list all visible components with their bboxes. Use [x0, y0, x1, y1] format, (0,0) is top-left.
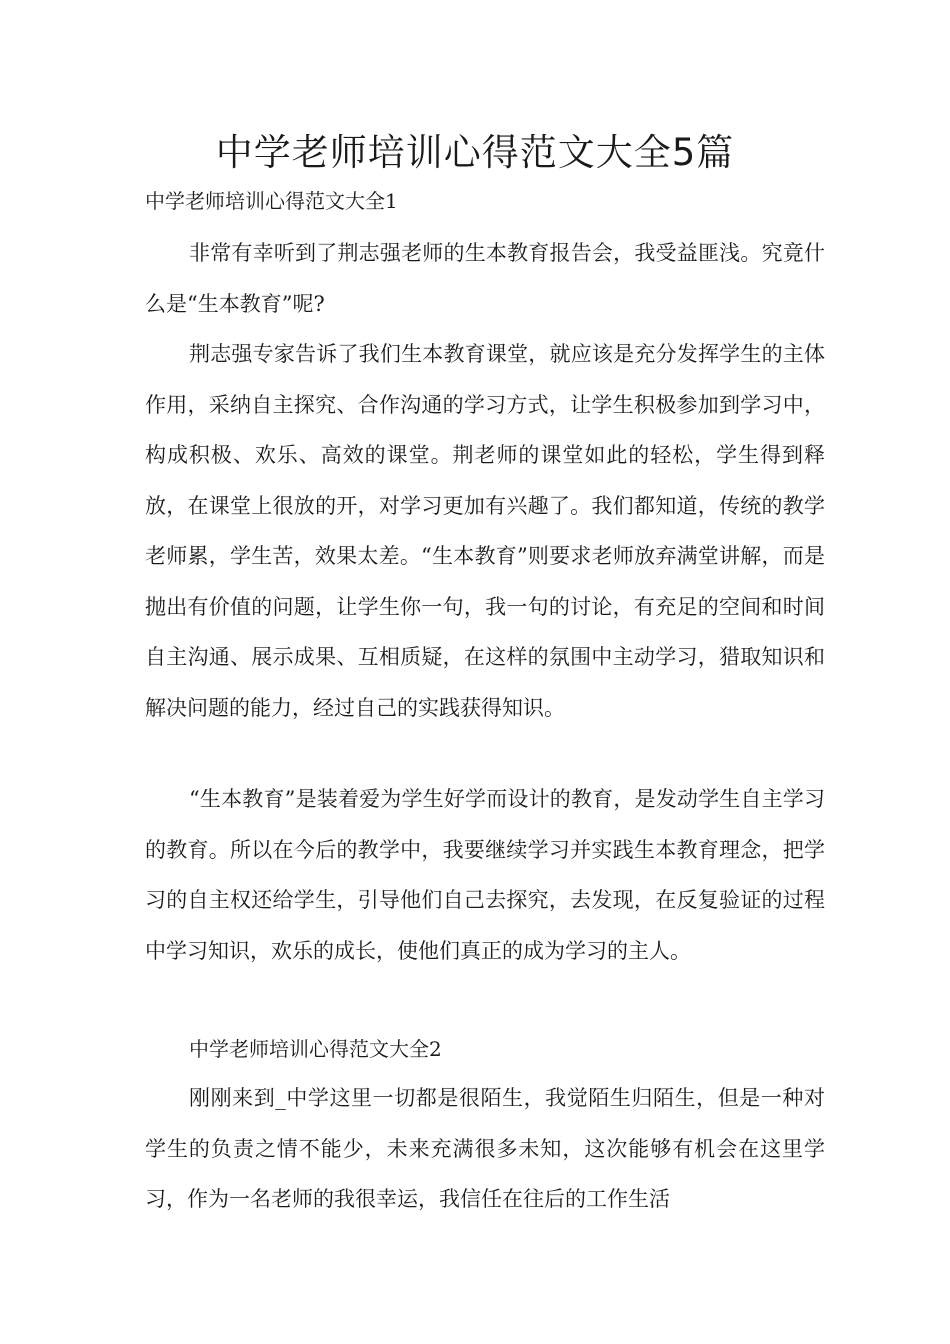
paragraph-1: 非常有幸听到了荆志强老师的生本教育报告会，我受益匪浅。究竟什么是“生本教育”呢? — [145, 241, 825, 316]
section-heading-1: 中学老师培训心得范文大全1 — [145, 189, 398, 213]
document-title: 中学老师培训心得范文大全5篇 — [215, 131, 735, 174]
section-heading-2: 中学老师培训心得范文大全2 — [189, 1037, 442, 1061]
paragraph-2: 荆志强专家告诉了我们生本教育课堂，就应该是充分发挥学生的主体作用，采纳自主探究、合作沟通的学习方式，让学生积极参加到学习中，构成积极、欢乐、高效的课堂。荆老师的课堂如此的轻松，学生得到释放，在课堂上很放的开，对学习更加有兴趣了。我们都知道，传统的教学老师累，学生苦，效果太差。“生本教育”则要求老师放弃满堂讲解，而是抛出有价值的问题，让学生你一句，我一句的讨论，有充足的空间和时间自主沟通、展示成果、互相质疑，在这样的氛围中主动学习，猎取知识和解决问题的能力，经过自己的实践获得知识。 — [145, 342, 825, 720]
paragraph-4: 刚刚来到_中学这里一切都是很陌生，我觉陌生归陌生，但是一种对学生的负责之情不能少，未来充满很多未知，这次能够有机会在这里学习，作为一名老师的我很幸运，我信任在往后的工作生活 — [145, 1086, 825, 1211]
paragraph-3: “生本教育”是装着爱为学生好学而设计的教育，是发动学生自主学习的教育。所以在今后的教学中，我要继续学习并实践生本教育理念，把学习的自主权还给学生，引导他们自己去探究，去发现，在反复验证的过程中学习知识，欢乐的成长，使他们真正的成为学习的主人。 — [145, 787, 825, 963]
